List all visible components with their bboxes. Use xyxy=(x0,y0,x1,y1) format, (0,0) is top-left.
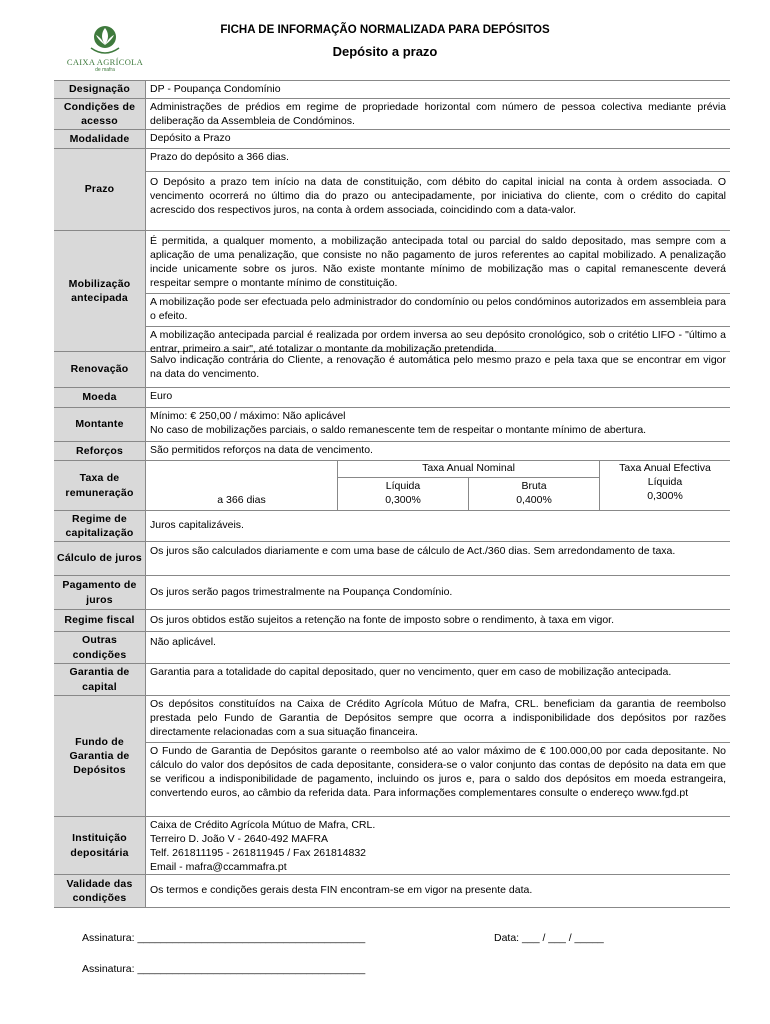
prazo-description: O Depósito a prazo tem início na data de constituição, com débito do capital inicial na conta à ordem associada. O vencimento ocorrerá no último dia do prazo ou antecipadamente, por iniciativa do cliente, com o crédito do capital acrescido dos respectivos juros, na conta à ordem associada, coincidindo com a data-valor. xyxy=(146,171,730,220)
row-reforcos xyxy=(54,442,730,461)
row-prazo xyxy=(54,149,730,231)
value-condicoes: Administrações de prédios em regime de propriedade horizontal com número de pessoa colectiva mediante prévia deliberação da Assembleia de Condóminos. xyxy=(150,101,726,127)
document-title: FICHA DE INFORMAÇÃO NORMALIZADA PARA DEPÓSITOS xyxy=(220,24,550,36)
row-designacao xyxy=(54,80,730,99)
row-fundo-garantia xyxy=(54,696,730,817)
rate-liquida-value: 0,300% xyxy=(385,493,421,506)
row-outras-condicoes xyxy=(54,632,730,664)
instituicao-email: Email - mafra@ccammafra.pt xyxy=(150,860,287,873)
row-montante xyxy=(54,408,730,442)
row-renovacao xyxy=(54,352,730,388)
value-validade: Os termos e condições gerais desta FIN encontram-se em vigor na presente data. xyxy=(150,884,533,897)
mobilizacao-p2: A mobilização pode ser efectuada pelo administrador do condomínio ou pelos condóminos autorizados em assembleia para o efeito. xyxy=(146,293,730,326)
deposit-info-form xyxy=(54,80,730,908)
value-calculo-juros: Os juros são calculados diariamente e com uma base de cálculo de Act./360 dias. Sem arredondamento de taxa. xyxy=(150,545,676,557)
rate-effective-group xyxy=(600,461,730,510)
row-regime-capitalizacao xyxy=(54,511,730,542)
row-moeda xyxy=(54,388,730,408)
value-reforcos: São permitidos reforços na data de vencimento. xyxy=(150,444,373,456)
label-renovacao: Renovação xyxy=(54,352,146,387)
label-outras-condicoes: Outras condições xyxy=(54,632,146,663)
label-condicoes: Condições de acesso xyxy=(54,99,146,129)
rate-bruta-value: 0,400% xyxy=(516,493,552,506)
fundo-p2: O Fundo de Garantia de Depósitos garante o reembolso até ao valor máximo de € 100.000,00 por cada depositante. No cálculo do valor dos depósitos de cada depositante, considera-se o valor conjunto das contas de depósito na data em que se verificou a indisponibilidade de pagamento, incluindo os juros e, para o saldo dos depósitos em moeda estrangeira, convertendo euros, ao câmbio da referida data. Para informações complementares consulte o endereço www.fgd.pt xyxy=(146,742,730,803)
label-reforcos: Reforços xyxy=(54,442,146,460)
rate-effective-value: 0,300% xyxy=(647,489,683,502)
montante-nota: No caso de mobilizações parciais, o saldo remanescente tem de respeitar o montante mínimo de abertura. xyxy=(150,423,647,436)
document-subtitle: Depósito a prazo xyxy=(332,44,438,59)
label-prazo: Prazo xyxy=(54,149,146,230)
label-mobilizacao: Mobilização antecipada xyxy=(54,231,146,351)
label-moeda: Moeda xyxy=(54,388,146,407)
label-fundo-garantia: Fundo de Garantia de Depósitos xyxy=(54,696,146,816)
instituicao-address: Terreiro D. João V - 2640-492 MAFRA xyxy=(150,832,328,845)
rate-nominal-group xyxy=(338,461,600,510)
rate-bruta-label: Bruta xyxy=(521,479,547,492)
label-regime-capitalizacao: Regime de capitalização xyxy=(54,511,146,541)
value-garantia-capital: Garantia para a totalidade do capital depositado, quer no vencimento, quer em caso de mobilização antecipada. xyxy=(150,666,672,678)
signature-line-1[interactable]: Assinatura: _______________________________________ xyxy=(82,932,366,944)
logo-tagline: de mafra xyxy=(95,67,115,73)
value-pagamento-juros: Os juros serão pagos trimestralmente na Poupança Condomínio. xyxy=(150,585,453,598)
mobilizacao-p3: A mobilização antecipada parcial é realizada por ordem inversa ao seu depósito cronológico, sob o critétio LIFO - "último a entrar, primeiro a sair", até totalizar o montante da mobilização pretendida. xyxy=(146,326,730,359)
rate-effective-sub: Líquida xyxy=(647,475,683,488)
value-renovacao: Salvo indicação contrária do Cliente, a renovação é automática pelo mesmo prazo e pela taxa que se encontrar em vigor na data do vencimento. xyxy=(150,354,726,380)
row-condicoes xyxy=(54,99,730,130)
rate-nominal-header: Taxa Anual Nominal xyxy=(338,461,599,478)
montante-minimo: Mínimo: € 250,00 / máximo: Não aplicável xyxy=(150,410,346,422)
label-taxa: Taxa de remuneração xyxy=(54,461,146,510)
value-moeda: Euro xyxy=(150,390,173,402)
value-regime-capitalizacao: Juros capitalizáveis. xyxy=(150,519,244,532)
logo-name: CAIXA AGRÍCOLA xyxy=(66,57,144,67)
row-validade xyxy=(54,875,730,908)
row-taxa xyxy=(54,461,730,511)
label-designacao: Designação xyxy=(54,81,146,98)
label-calculo-juros: Cálculo de juros xyxy=(54,542,146,575)
row-instituicao xyxy=(54,817,730,875)
value-outras-condicoes: Não aplicável. xyxy=(150,636,216,648)
row-regime-fiscal xyxy=(54,610,730,632)
label-instituicao: Instituição depositária xyxy=(54,817,146,874)
row-mobilizacao xyxy=(54,231,730,355)
label-garantia-capital: Garantia de capital xyxy=(54,664,146,695)
label-modalidade: Modalidade xyxy=(54,130,146,148)
rate-effective-header: Taxa Anual Efectiva xyxy=(619,462,711,474)
label-pagamento-juros: Pagamento de juros xyxy=(54,576,146,609)
rate-term: a 366 dias xyxy=(146,461,338,510)
rate-table xyxy=(146,461,730,510)
signature-date[interactable]: Data: ___ / ___ / _____ xyxy=(494,932,604,944)
instituicao-phone: Telf. 261811195 - 261811945 / Fax 261814832 xyxy=(150,846,367,859)
instituicao-name: Caixa de Crédito Agrícola Mútuo de Mafra, CRL. xyxy=(150,819,376,831)
prazo-duration: Prazo do depósito a 366 dias. xyxy=(150,151,289,163)
row-pagamento-juros xyxy=(54,576,730,610)
fundo-p1: Os depósitos constituídos na Caixa de Crédito Agrícola Mútuo de Mafra, CRL. beneficiam da garantia de reembolso prestada pelo Fundo de Garantia de Depósitos sempre que ocorra a indisponibilidade dos depósitos por razões directamente relacionadas com a sua situação financeira. xyxy=(150,698,726,738)
row-garantia-capital xyxy=(54,664,730,696)
label-validade: Validade das condições xyxy=(54,875,146,907)
mobilizacao-p1: É permitida, a qualquer momento, a mobilização antecipada total ou parcial do saldo depositado, mas sempre com a aplicação de uma penalização, que consiste no não pagamento de juros referentes ao capital mobilizado. A penalização incide unicamente sobre os juros. Não existe montante mínimo de mobilização mas o capital remanescente deverá respeitar sempre o montante mínimo de constituição. xyxy=(150,235,726,289)
label-montante: Montante xyxy=(54,408,146,441)
row-calculo-juros xyxy=(54,542,730,576)
value-modalidade: Depósito a Prazo xyxy=(150,132,231,144)
rate-liquida-label: Líquida xyxy=(385,479,421,492)
value-designacao: DP - Poupança Condomínio xyxy=(150,83,281,95)
row-modalidade xyxy=(54,130,730,149)
signature-line-2[interactable]: Assinatura: _______________________________________ xyxy=(82,963,366,975)
label-regime-fiscal: Regime fiscal xyxy=(54,610,146,631)
value-regime-fiscal: Os juros obtidos estão sujeitos a retenção na fonte de imposto sobre o rendimento, à taxa em vigor. xyxy=(150,613,615,626)
